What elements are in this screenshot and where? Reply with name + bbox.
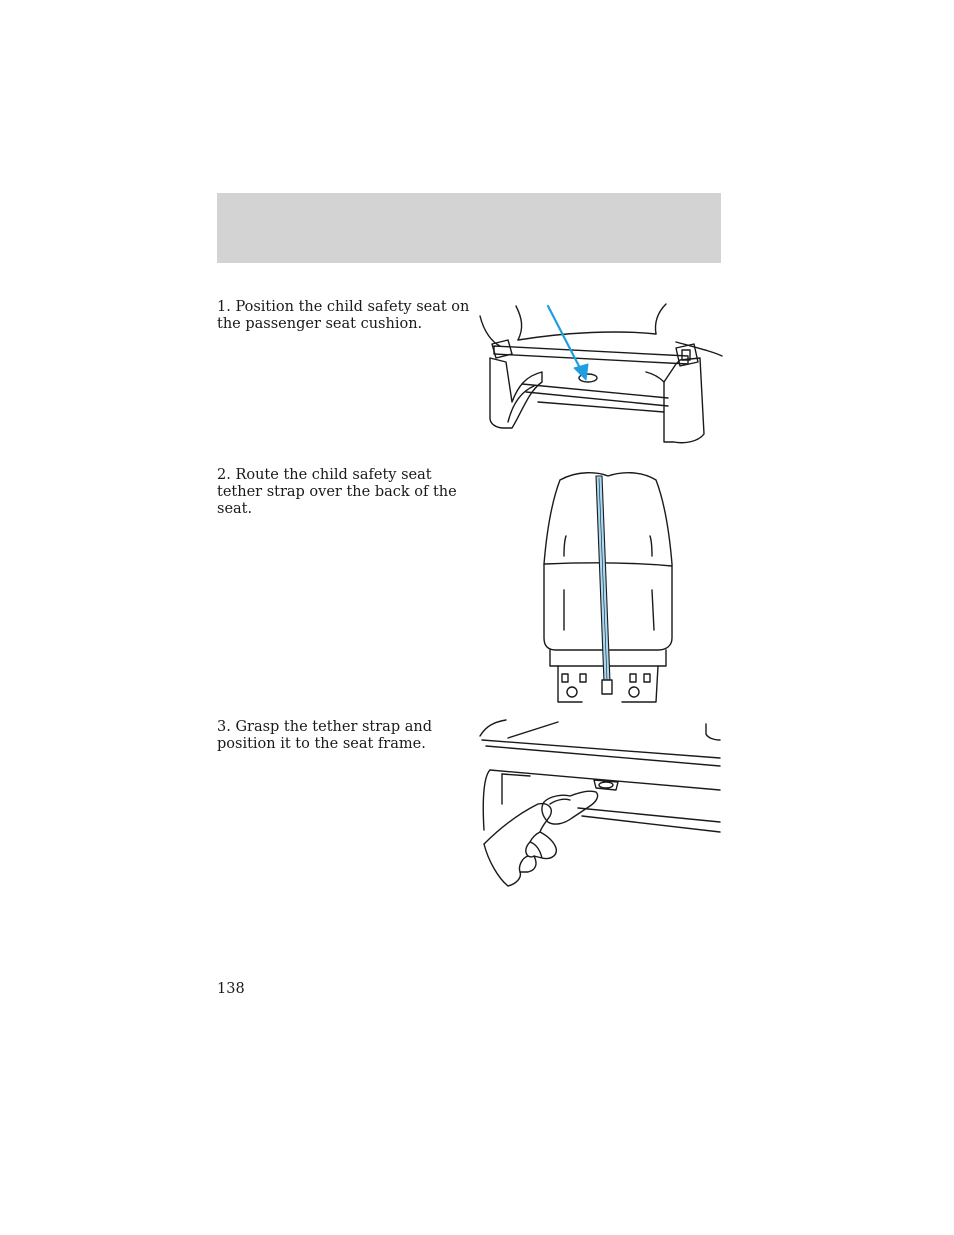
bolt-left-1 <box>562 674 568 682</box>
step-2-text: 2. Route the child safety seat tether strap over the back of the seat. <box>217 467 457 517</box>
seat-back-bottom <box>518 332 656 340</box>
rear-rail-upper <box>522 384 668 398</box>
seat-back-left-inner <box>516 306 522 340</box>
seat-back-seam <box>544 563 672 566</box>
seat-frame-rail-2 <box>582 816 720 832</box>
seat-frame-right-curve <box>646 372 664 382</box>
pointer-arrow-shaft <box>548 306 582 372</box>
seat-back-right-inner <box>655 304 666 334</box>
rear-rail-lower <box>526 392 668 406</box>
page-number: 138 <box>217 981 245 997</box>
hand-icon <box>484 804 556 886</box>
tether-hook-inner <box>550 799 570 804</box>
hand-wrist <box>484 844 508 886</box>
bolt-lower-right <box>629 687 639 697</box>
lower-crease-right <box>652 590 654 630</box>
seat-frame-top <box>490 770 720 790</box>
bolt-right-1 <box>630 674 636 682</box>
section-header-band <box>217 193 721 263</box>
seat-frame-left-leg-inner <box>508 386 534 422</box>
illustration-hook-to-frame <box>478 718 724 890</box>
seat-cushion-right-edge <box>676 342 722 356</box>
anchor-slot-icon <box>599 782 613 788</box>
seat-base-right-leg <box>622 666 658 702</box>
step-3-text: 3. Grasp the tether strap and position it to the seat frame. <box>217 719 432 752</box>
tether-hook-icon <box>602 680 612 694</box>
cushion-right-corner <box>706 724 720 740</box>
seat-frame-top-bar <box>494 346 688 364</box>
seat-back-crease-right <box>650 536 652 556</box>
illustration-seat-cushion-anchor <box>478 302 724 454</box>
seat-back-left-edge <box>480 316 500 346</box>
seat-frame-rail-1 <box>578 808 720 822</box>
left-latch <box>492 340 512 358</box>
illustration-strap-over-seatback <box>538 470 678 706</box>
seat-frame-right-leg <box>664 358 704 443</box>
bolt-lower-left <box>567 687 577 697</box>
cushion-crease <box>508 722 558 738</box>
seat-back-crease-left <box>564 536 566 556</box>
cushion-left-curve <box>480 720 506 736</box>
hand-finger-1 <box>530 832 542 858</box>
bolt-right-2 <box>644 674 650 682</box>
step-1-text: 1. Position the child safety seat on the passenger seat cushion. <box>217 299 470 332</box>
seat-frame-left-top <box>502 774 530 776</box>
bolt-left-2 <box>580 674 586 682</box>
pointer-arrow-head <box>574 364 588 380</box>
hand-finger-2 <box>526 842 534 857</box>
hand-finger-3 <box>519 856 528 872</box>
seat-frame-left-side <box>483 770 490 830</box>
